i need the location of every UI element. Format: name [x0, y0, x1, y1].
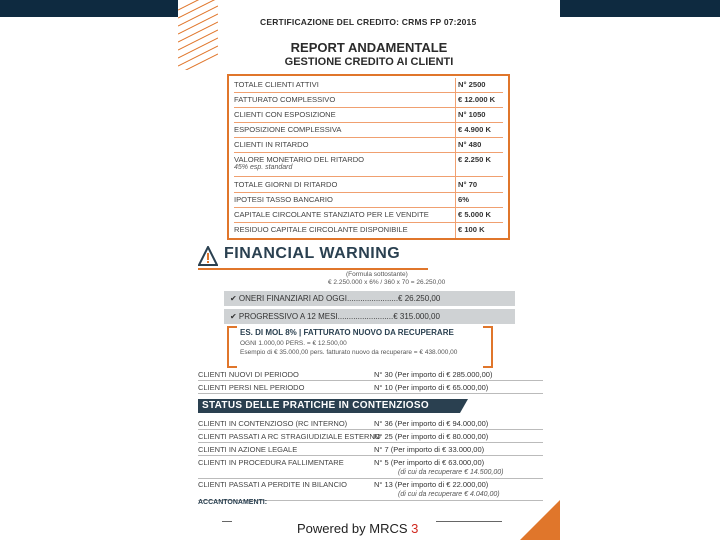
- kpi-sublabel: 45% esp. standard: [234, 164, 293, 171]
- status-header-tail: [460, 399, 468, 413]
- bracket-right: [483, 326, 493, 368]
- kpi-value: € 12.000 K: [458, 95, 496, 104]
- status-title: STATUS DELLE PRATICHE IN CONTENZIOSO: [202, 400, 429, 411]
- table-row: [234, 195, 503, 208]
- kpi-value: € 2.250 K: [458, 155, 491, 164]
- table-row: [234, 80, 503, 93]
- clienti-value: N° 30 (Per importo di € 285.000,00): [374, 370, 493, 379]
- footer-line-left: [222, 521, 232, 522]
- table-row: [234, 180, 503, 193]
- kpi-label: CLIENTI IN RITARDO: [234, 140, 309, 149]
- table-row: [234, 95, 503, 108]
- table-row: [198, 419, 543, 430]
- financial-warning-title: FINANCIAL WARNING: [224, 245, 401, 262]
- kpi-label: ESPOSIZIONE COMPLESSIVA: [234, 125, 342, 134]
- status-label: CLIENTI IN CONTENZIOSO (RC INTERNO): [198, 419, 348, 428]
- kpi-value: N° 1050: [458, 110, 486, 119]
- kpi-label: CAPITALE CIRCOLANTE STANZIATO PER LE VENDITE: [234, 210, 429, 219]
- table-row: [234, 110, 503, 123]
- oneri-text: ✔ ONERI FINANZIARI AD OGGI.......................€ 26.250,00: [230, 294, 441, 303]
- table-row: [198, 480, 543, 501]
- document-page: [178, 0, 560, 540]
- bracket-left: [227, 326, 237, 368]
- powered-text: Powered by MRCS: [297, 521, 408, 536]
- kpi-value: € 5.000 K: [458, 210, 491, 219]
- status-sub: (di cui da recuperare € 4.040,00): [398, 491, 500, 498]
- table-row: [198, 458, 543, 479]
- financial-warning-header: [198, 244, 408, 268]
- kpi-label: CLIENTI CON ESPOSIZIONE: [234, 110, 336, 119]
- list-item: [198, 383, 543, 394]
- status-value: N° 36 (Per importo di € 94.000,00): [374, 419, 489, 428]
- report-subtitle: GESTIONE CREDITO AI CLIENTI: [284, 56, 454, 68]
- kpi-label: FATTURATO COMPLESSIVO: [234, 95, 336, 104]
- kpi-label: RESIDUO CAPITALE CIRCOLANTE DISPONIBILE: [234, 225, 408, 234]
- table-row: [234, 210, 503, 223]
- status-header: [198, 399, 460, 413]
- formula-text: € 2.250.000 x 6% / 360 x 70 = 26.250,00: [328, 279, 446, 286]
- slide-number: 3: [411, 521, 419, 536]
- table-row: [198, 432, 543, 443]
- kpi-value: 6%: [458, 195, 469, 204]
- table-row: [198, 445, 543, 456]
- kpi-label: TOTALE GIORNI DI RITARDO: [234, 180, 338, 189]
- status-value: N° 25 (Per importo di € 80.000,00): [374, 432, 489, 441]
- kpi-value: N° 2500: [458, 80, 486, 89]
- status-label: CLIENTI PASSATI A RC STRAGIUDIZIALE ESTERNO: [198, 432, 381, 441]
- status-label: CLIENTI IN AZIONE LEGALE: [198, 445, 298, 454]
- warning-underline: [198, 268, 428, 270]
- list-item: [198, 370, 543, 381]
- clienti-value: N° 10 (Per importo di € 65.000,00): [374, 383, 489, 392]
- clienti-label: CLIENTI NUOVI DI PERIODO: [198, 370, 299, 379]
- powered-by: [297, 521, 418, 536]
- accantonamenti-label: ACCANTONAMENTI:: [198, 499, 268, 506]
- table-row: [234, 140, 503, 153]
- kpi-label: VALORE MONETARIO DEL RITARDO: [234, 155, 365, 164]
- status-label: CLIENTI PASSATI A PERDITE IN BILANCIO: [198, 480, 347, 489]
- footer-line-right: [436, 521, 502, 522]
- status-label: CLIENTI IN PROCEDURA FALLIMENTARE: [198, 458, 344, 467]
- certification-title: CERTIFICAZIONE DEL CREDITO: CRMS FP 07:2015: [260, 17, 477, 27]
- formula-label: (Formula sottostante): [346, 271, 408, 278]
- table-row: [234, 155, 503, 177]
- kpi-table: [227, 74, 510, 240]
- kpi-label: TOTALE CLIENTI ATTIVI: [234, 80, 319, 89]
- es-title: ES. DI MOL 8% | FATTURATO NUOVO DA RECUPERARE: [240, 328, 454, 337]
- kpi-value: € 4.900 K: [458, 125, 491, 134]
- progressivo-bar: [224, 309, 515, 324]
- table-row: [234, 225, 503, 236]
- status-value: N° 5 (Per importo di € 63.000,00): [374, 458, 485, 467]
- clienti-label: CLIENTI PERSI NEL PERIODO: [198, 383, 305, 392]
- kpi-value: € 100 K: [458, 225, 485, 234]
- es-line2: Esempio di € 35.000,00 pers. fatturato nuovo da recuperare = € 438.000,00: [240, 349, 458, 356]
- warning-icon: [198, 246, 218, 266]
- oneri-bar: [224, 291, 515, 306]
- kpi-value: N° 480: [458, 140, 482, 149]
- corner-triangle: [520, 500, 560, 540]
- es-line1: OGNI 1.000,00 PERS. = € 12.500,00: [240, 340, 347, 347]
- report-title: REPORT ANDAMENTALE: [290, 40, 448, 55]
- kpi-value: N° 70: [458, 180, 478, 189]
- status-sub: (di cui da recuperare € 14.500,00): [398, 469, 504, 476]
- status-value: N° 13 (Per importo di € 22.000,00): [374, 480, 489, 489]
- kpi-label: IPOTESI TASSO BANCARIO: [234, 195, 333, 204]
- progressivo-text: ✔ PROGRESSIVO A 12 MESI.........................€ 315.000,00: [230, 312, 440, 321]
- table-row: [234, 125, 503, 138]
- status-value: N° 7 (Per importo di € 33.000,00): [374, 445, 485, 454]
